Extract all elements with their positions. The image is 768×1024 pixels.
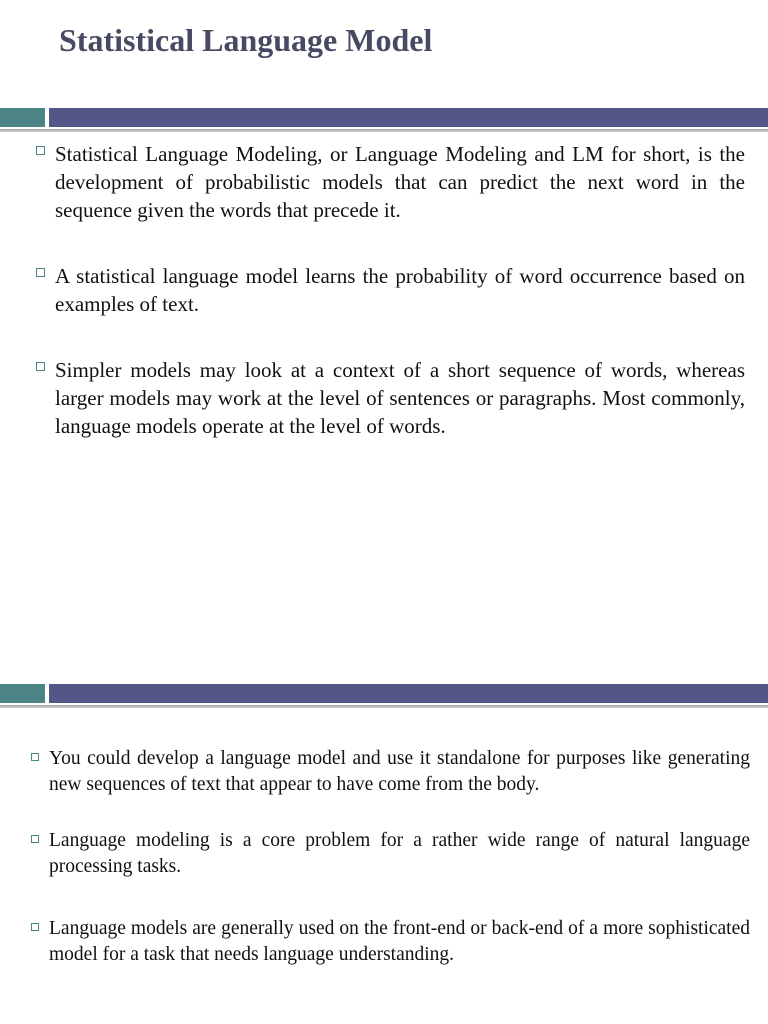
list-item [55, 140, 745, 224]
list-item [55, 356, 745, 440]
bullet-text: You could develop a language model and use it standalone for purposes like generating new sequences of text that appear to have come from the body. [49, 748, 750, 795]
square-bullet-icon [36, 146, 45, 155]
slide1-bullet-list [55, 140, 745, 478]
bullet-text: Language modeling is a core problem for a rather wide range of natural language processing tasks. [49, 830, 750, 877]
header-band-bar [49, 108, 768, 127]
bullet-text: A statistical language model learns the probability of word occurrence based on examples of text. [55, 264, 745, 316]
square-bullet-icon [36, 362, 45, 371]
square-bullet-icon [36, 268, 45, 277]
section-band [0, 683, 768, 709]
list-item [49, 828, 750, 880]
slide-title: Statistical Language Model [59, 22, 433, 58]
section-band-bar [49, 684, 768, 703]
list-item [49, 746, 750, 798]
square-bullet-icon [31, 923, 39, 931]
list-item [49, 916, 750, 968]
header-band [0, 107, 768, 133]
list-item [55, 262, 745, 318]
section-band-teal-block [0, 684, 45, 703]
header-band-teal-block [0, 108, 45, 127]
slide2-bullet-list [49, 746, 750, 998]
bullet-text: Statistical Language Modeling, or Language Modeling and LM for short, is the development of probabilistic models that can predict the next word in the sequence given the words that precede it. [55, 142, 745, 222]
section-band-rule [0, 705, 768, 708]
bullet-text: Language models are generally used on the front-end or back-end of a more sophisticated model for a task that needs language understanding. [49, 918, 750, 965]
bullet-text: Simpler models may look at a context of a short sequence of words, whereas larger models may work at the level of sentences or paragraphs. Most commonly, language models operate at the level of words. [55, 358, 745, 438]
square-bullet-icon [31, 835, 39, 843]
header-band-rule [0, 129, 768, 132]
square-bullet-icon [31, 753, 39, 761]
